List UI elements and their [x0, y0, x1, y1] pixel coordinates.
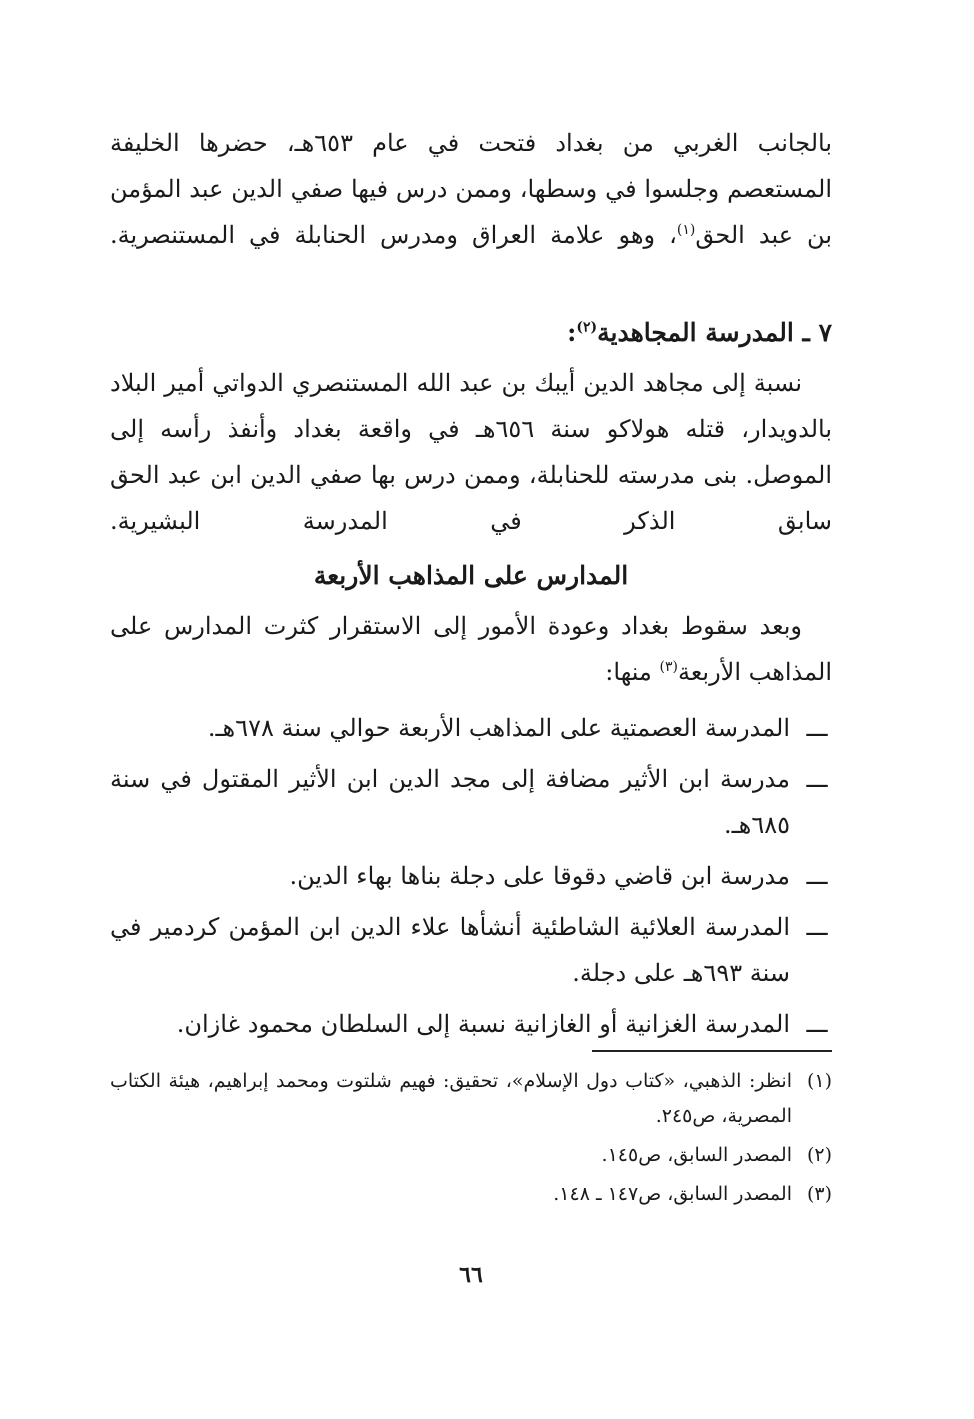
list-item-text: المدرسة العصمتية على المذاهب الأربعة حوالي سنة ٦٧٨هـ. [207, 714, 790, 742]
footnote [110, 1064, 832, 1134]
list-item-text: مدرسة ابن قاضي دقوقا على دجلة بناها بهاء الدين. [289, 862, 790, 890]
list-item [110, 705, 832, 751]
list-item [110, 904, 832, 996]
footnote-text: المصدر السابق، ص١٤٧ ـ ١٤٨. [553, 1183, 792, 1205]
madrasa-list [110, 705, 832, 1047]
footnote-number: (٢) [806, 1144, 832, 1166]
footnote-text: انظر: الذهبي، «كتاب دول الإسلام»، تحقيق: فهيم شلتوت ومحمد إبراهيم، هيئة الكتاب المصرية، ص٢٤٥. [110, 1070, 792, 1127]
dash-bullet: ـــ [806, 714, 828, 742]
dash-bullet: ـــ [806, 765, 828, 793]
paragraph-text-tail: ، وهو علامة العراق ومدرس الحنابلة في المستنصرية. [110, 221, 677, 249]
footnote-ref-1: (١) [676, 222, 696, 238]
list-item [110, 1001, 832, 1047]
paragraph-mujahidiya [110, 360, 832, 544]
dash-bullet: ـــ [806, 1010, 828, 1038]
footnote [110, 1177, 832, 1212]
section-title: المدارس على المذاهب الأربعة [313, 561, 629, 590]
footnote-ref-3: (٣) [659, 659, 678, 675]
dash-bullet: ـــ [806, 862, 828, 890]
footnote-number: (١) [806, 1070, 832, 1092]
footnote [110, 1138, 832, 1173]
list-item-text: المدرسة العلائية الشاطئية أنشأها علاء الدين ابن المؤمن كردمير في سنة ٦٩٣هـ على دجلة. [110, 913, 790, 987]
book-page [110, 0, 832, 1419]
page-number: ٦٦ [459, 1262, 483, 1288]
list-item [110, 756, 832, 848]
paragraph-text: نسبة إلى مجاهد الدين أيبك بن عبد الله المستنصري الدواتي أمير البلاد بالدويدار، قتله هولاكو سنة ٦٥٦هـ في واقعة بغداد وأنفذ رأسه إلى الموصل. بنى مدرسته للحنابلة، وممن درس بها صفي الدين ابن عبد الحق سابق الذكر في المدرسة البشيرية. [110, 369, 833, 535]
paragraph-text-tail: منها: [605, 658, 660, 686]
paragraph-four-schools [110, 603, 832, 695]
footnote-divider [592, 1050, 832, 1052]
footnote-number: (٣) [806, 1183, 832, 1205]
paragraph-text: وبعد سقوط بغداد وعودة الأمور إلى الاستقرار كثرت المدارس على المذاهب الأربعة [110, 612, 832, 686]
paragraph-text: بالجانب الغربي من بغداد فتحت في عام ٦٥٣هـ، حضرها الخليفة المستعصم وجلسوا في وسطها، وممن درس فيها صفي الدين عبد المؤمن بن عبد الحق [110, 129, 832, 249]
dash-bullet: ـــ [806, 913, 828, 941]
paragraph-madrasa-intro [110, 120, 832, 258]
list-item-text: المدرسة الغزانية أو الغازانية نسبة إلى السلطان محمود غازان. [176, 1010, 790, 1038]
footnote-text: المصدر السابق، ص١٤٥. [601, 1144, 792, 1166]
heading-mujahidiya [110, 310, 832, 356]
footnote-ref-2: (٢) [576, 319, 598, 336]
heading-text: ٧ ـ المدرسة المجاهدية [597, 318, 832, 347]
list-item-text: مدرسة ابن الأثير مضافة إلى مجد الدين ابن الأثير المقتول في سنة ٦٨٥هـ. [110, 765, 790, 839]
footnotes [110, 1064, 832, 1212]
heading-colon: : [567, 318, 577, 347]
list-item [110, 853, 832, 899]
